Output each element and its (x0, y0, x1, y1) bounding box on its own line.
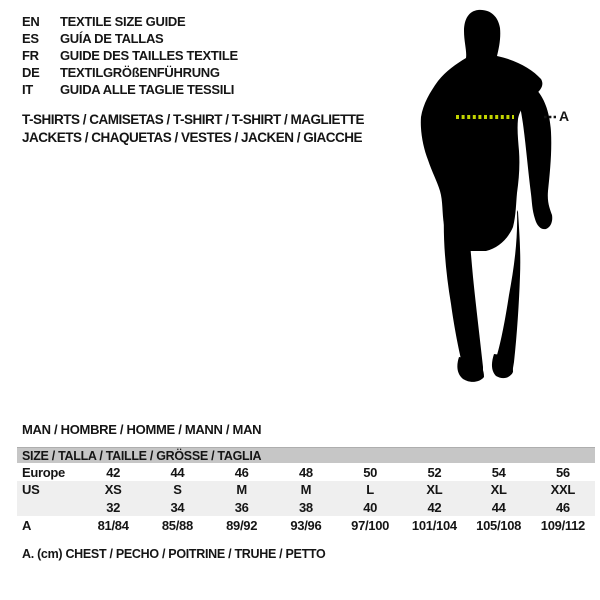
table-row-chest-a (17, 516, 595, 534)
table-cell: 97/100 (338, 516, 402, 534)
category-line-tshirts: T-SHIRTS / CAMISETAS / T-SHIRT / T-SHIRT / MAGLIETTE (22, 112, 365, 127)
table-cell: 54 (467, 463, 531, 481)
table-cell: 42 (81, 463, 145, 481)
table-cell: 46 (531, 498, 595, 516)
row-label (17, 498, 81, 516)
language-label: TEXTILE SIZE GUIDE (60, 14, 186, 29)
table-cell: 93/96 (274, 516, 338, 534)
measure-a-footnote: A. (cm) CHEST / PECHO / POITRINE / TRUHE / PETTO (22, 547, 326, 561)
table-cell: L (338, 481, 402, 498)
table-cell: 109/112 (531, 516, 595, 534)
size-table (17, 447, 595, 534)
table-cell: 105/108 (467, 516, 531, 534)
table-cell: 52 (402, 463, 466, 481)
table-cell: 50 (338, 463, 402, 481)
table-row-us-numeric (17, 498, 595, 516)
table-row-europe (17, 463, 595, 481)
table-cell: 44 (145, 463, 209, 481)
table-cell: M (210, 481, 274, 498)
language-label: GUIDA ALLE TAGLIE TESSILI (60, 82, 235, 97)
row-label: US (17, 481, 81, 498)
silhouette-right-arm (515, 88, 552, 229)
table-cell: 48 (274, 463, 338, 481)
table-cell: XS (81, 481, 145, 498)
table-cell: 81/84 (81, 516, 145, 534)
table-cell: XL (467, 481, 531, 498)
measure-a-label: A (559, 108, 570, 124)
language-code: FR (22, 48, 39, 63)
table-cell: M (274, 481, 338, 498)
row-label: A (17, 516, 81, 534)
table-cell: 42 (402, 498, 466, 516)
table-cell: 44 (467, 498, 531, 516)
table-cell: 32 (81, 498, 145, 516)
table-cell: XXL (531, 481, 595, 498)
language-code: IT (22, 82, 33, 97)
table-cell: 36 (210, 498, 274, 516)
table-cell: 40 (338, 498, 402, 516)
language-label: GUIDE DES TAILLES TEXTILE (60, 48, 238, 63)
table-cell: 38 (274, 498, 338, 516)
size-table-header-row (17, 448, 595, 464)
table-row-us (17, 481, 595, 498)
size-table-header: SIZE / TALLA / TAILLE / GRÖSSE / TAGLIA (17, 448, 595, 464)
table-cell: XL (402, 481, 466, 498)
language-code: ES (22, 31, 39, 46)
language-code: EN (22, 14, 40, 29)
table-cell: 89/92 (210, 516, 274, 534)
table-cell: S (145, 481, 209, 498)
language-label: TEXTILGRÖßENFÜHRUNG (60, 65, 220, 80)
table-cell: 34 (145, 498, 209, 516)
language-code: DE (22, 65, 40, 80)
language-label: GUÍA DE TALLAS (60, 31, 164, 46)
table-cell: 101/104 (402, 516, 466, 534)
table-cell: 85/88 (145, 516, 209, 534)
table-cell: 46 (210, 463, 274, 481)
table-cell: 56 (531, 463, 595, 481)
category-line-jackets: JACKETS / CHAQUETAS / VESTES / JACKEN / GIACCHE (22, 130, 363, 145)
row-label: Europe (17, 463, 81, 481)
section-title-man: MAN / HOMBRE / HOMME / MANN / MAN (22, 422, 262, 437)
